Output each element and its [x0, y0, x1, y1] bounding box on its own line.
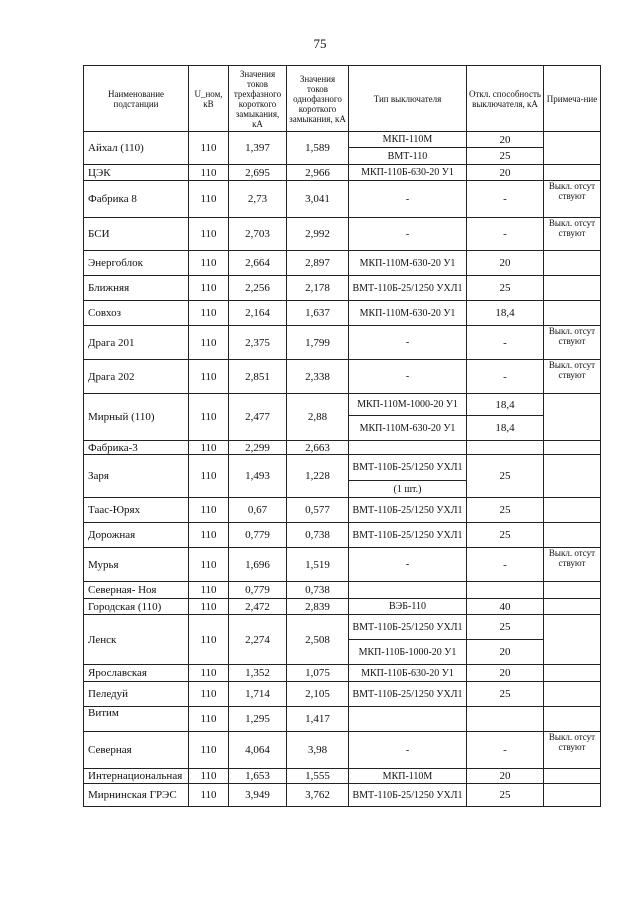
table-row	[84, 251, 601, 276]
substation-name: Северная	[84, 732, 189, 769]
table-row	[84, 326, 601, 360]
breaker-type-cell: МКП-110М-630-20 У1	[349, 301, 467, 326]
table-row	[84, 441, 601, 455]
note-cell	[544, 599, 601, 615]
table-row	[84, 301, 601, 326]
capacity-cell: 25	[467, 682, 544, 707]
i1-cell: 2,992	[287, 218, 349, 251]
substation-name: Северная- Ноя	[84, 582, 189, 599]
u-nom-cell: 110	[189, 769, 229, 784]
header-note: Примеча-ние	[544, 66, 601, 132]
breaker-type-cell: -	[349, 360, 467, 394]
capacity-cell: 25	[467, 498, 544, 523]
i3-cell: 2,256	[229, 276, 287, 301]
u-nom-cell: 110	[189, 548, 229, 582]
substation-name: Мурья	[84, 548, 189, 582]
i3-cell: 0,779	[229, 582, 287, 599]
table-row	[84, 276, 601, 301]
breaker-type-cell: ВМТ-110Б-25/1250 УХЛ1	[349, 784, 467, 807]
note-cell	[544, 441, 601, 455]
i1-cell: 1,228	[287, 455, 349, 498]
i3-cell: 4,064	[229, 732, 287, 769]
table-row	[84, 707, 601, 732]
u-nom-cell: 110	[189, 784, 229, 807]
substation-name: Энергоблок	[84, 251, 189, 276]
substation-name: Интернациональная	[84, 769, 189, 784]
u-nom-cell: 110	[189, 181, 229, 218]
i1-cell: 2,663	[287, 441, 349, 455]
note-cell	[544, 251, 601, 276]
substation-name: Мирный (110)	[84, 394, 189, 441]
breaker-type-cell: (1 шт.)	[349, 481, 467, 498]
u-nom-cell: 110	[189, 165, 229, 181]
capacity-cell: -	[467, 548, 544, 582]
u-nom-cell: 110	[189, 360, 229, 394]
table-row	[84, 615, 601, 640]
substation-name: Совхоз	[84, 301, 189, 326]
note-cell	[544, 301, 601, 326]
table-row	[84, 599, 601, 615]
i3-cell: 2,299	[229, 441, 287, 455]
note-cell	[544, 665, 601, 682]
capacity-cell: 25	[467, 615, 544, 640]
capacity-cell: 18,4	[467, 394, 544, 416]
table-row	[84, 582, 601, 599]
note-cell	[544, 707, 601, 732]
table-row	[84, 665, 601, 682]
capacity-cell: -	[467, 360, 544, 394]
substation-name: Драга 202	[84, 360, 189, 394]
i1-cell: 2,966	[287, 165, 349, 181]
u-nom-cell: 110	[189, 441, 229, 455]
i1-cell: 1,589	[287, 132, 349, 165]
substation-name: Ближняя	[84, 276, 189, 301]
note-cell	[544, 615, 601, 665]
note-cell	[544, 498, 601, 523]
capacity-cell: 18,4	[467, 301, 544, 326]
note-cell	[544, 582, 601, 599]
substation-name: Ярославская	[84, 665, 189, 682]
note-cell	[544, 132, 601, 165]
i1-cell: 2,839	[287, 599, 349, 615]
i1-cell: 2,897	[287, 251, 349, 276]
table-row	[84, 360, 601, 394]
i3-cell: 2,851	[229, 360, 287, 394]
capacity-cell	[467, 707, 544, 732]
i1-cell: 1,417	[287, 707, 349, 732]
breaker-type-cell: ВМТ-110Б-25/1250 УХЛ1	[349, 523, 467, 548]
note-cell	[544, 276, 601, 301]
i3-cell: 1,696	[229, 548, 287, 582]
i3-cell: 2,375	[229, 326, 287, 360]
note-cell: Выкл. отсут ствуют	[544, 360, 601, 394]
table-row	[84, 523, 601, 548]
header-i3: Значения токов трехфазного короткого замыкания, кА	[229, 66, 287, 132]
table-row	[84, 455, 601, 481]
capacity-cell	[467, 441, 544, 455]
capacity-cell: 25	[467, 276, 544, 301]
i3-cell: 2,73	[229, 181, 287, 218]
i1-cell: 1,799	[287, 326, 349, 360]
i1-cell: 2,338	[287, 360, 349, 394]
breaker-type-cell: ВМТ-110Б-25/1250 УХЛ1	[349, 276, 467, 301]
i3-cell: 1,493	[229, 455, 287, 498]
breaker-type-cell: ВМТ-110Б-25/1250 УХЛ1	[349, 455, 467, 481]
breaker-type-cell: МКП-110М	[349, 769, 467, 784]
i1-cell: 0,738	[287, 582, 349, 599]
note-cell	[544, 784, 601, 807]
u-nom-cell: 110	[189, 276, 229, 301]
note-cell	[544, 523, 601, 548]
i1-cell: 2,105	[287, 682, 349, 707]
note-cell	[544, 682, 601, 707]
note-cell: Выкл. отсут ствуют	[544, 181, 601, 218]
i1-cell: 3,041	[287, 181, 349, 218]
substation-name: Заря	[84, 455, 189, 498]
u-nom-cell: 110	[189, 523, 229, 548]
i3-cell: 2,472	[229, 599, 287, 615]
capacity-cell: 25	[467, 455, 544, 498]
breaker-type-cell: МКП-110Б-630-20 У1	[349, 665, 467, 682]
u-nom-cell: 110	[189, 394, 229, 441]
breaker-type-cell: ВМТ-110Б-25/1250 УХЛ1	[349, 498, 467, 523]
header-row	[84, 66, 601, 132]
i3-cell: 1,653	[229, 769, 287, 784]
header-i1: Значения токов однофазного короткого замыкания, кА	[287, 66, 349, 132]
breaker-type-cell: -	[349, 181, 467, 218]
i1-cell: 3,98	[287, 732, 349, 769]
substation-name: ЦЭК	[84, 165, 189, 181]
table-row	[84, 181, 601, 218]
note-cell	[544, 769, 601, 784]
i1-cell: 2,508	[287, 615, 349, 665]
capacity-cell: -	[467, 732, 544, 769]
i3-cell: 1,714	[229, 682, 287, 707]
i3-cell: 0,67	[229, 498, 287, 523]
table-row	[84, 165, 601, 181]
breaker-type-cell: ВМТ-110Б-25/1250 УХЛ1	[349, 615, 467, 640]
capacity-cell: 20	[467, 769, 544, 784]
substation-name: Витим	[84, 707, 189, 732]
substation-name: Таас-Юрях	[84, 498, 189, 523]
note-cell: Выкл. отсут ствуют	[544, 732, 601, 769]
substation-name: Фабрика-3	[84, 441, 189, 455]
note-cell	[544, 394, 601, 441]
capacity-cell	[467, 582, 544, 599]
note-cell: Выкл. отсут ствуют	[544, 218, 601, 251]
capacity-cell: 40	[467, 599, 544, 615]
capacity-cell: 20	[467, 132, 544, 148]
i1-cell: 2,178	[287, 276, 349, 301]
capacity-cell: -	[467, 181, 544, 218]
i1-cell: 3,762	[287, 784, 349, 807]
capacity-cell: 20	[467, 165, 544, 181]
breaker-type-cell: МКП-110М-1000-20 У1	[349, 394, 467, 416]
substation-name: Городская (110)	[84, 599, 189, 615]
substation-name: Фабрика 8	[84, 181, 189, 218]
header-u-nom: U_ном, кВ	[189, 66, 229, 132]
capacity-cell: -	[467, 326, 544, 360]
breaker-type-cell: ВМТ-110	[349, 148, 467, 165]
u-nom-cell: 110	[189, 498, 229, 523]
note-cell: Выкл. отсут ствуют	[544, 548, 601, 582]
i1-cell: 1,555	[287, 769, 349, 784]
i3-cell: 3,949	[229, 784, 287, 807]
breaker-type-cell: МКП-110Б-630-20 У1	[349, 165, 467, 181]
i3-cell: 2,703	[229, 218, 287, 251]
breaker-type-cell: МКП-110М-630-20 У1	[349, 251, 467, 276]
u-nom-cell: 110	[189, 455, 229, 498]
breaker-type-cell: -	[349, 218, 467, 251]
i1-cell: 0,738	[287, 523, 349, 548]
note-cell	[544, 455, 601, 498]
capacity-cell: 18,4	[467, 416, 544, 441]
substation-name: Пеледуй	[84, 682, 189, 707]
breaker-type-cell: -	[349, 326, 467, 360]
table-row	[84, 498, 601, 523]
u-nom-cell: 110	[189, 132, 229, 165]
substation-name: Ленск	[84, 615, 189, 665]
breaker-type-cell	[349, 441, 467, 455]
table-row	[84, 132, 601, 148]
u-nom-cell: 110	[189, 615, 229, 665]
i3-cell: 2,477	[229, 394, 287, 441]
table-row	[84, 769, 601, 784]
i3-cell: 2,664	[229, 251, 287, 276]
table-row	[84, 784, 601, 807]
substation-name: Айхал (110)	[84, 132, 189, 165]
substation-name: Мирнинская ГРЭС	[84, 784, 189, 807]
u-nom-cell: 110	[189, 218, 229, 251]
breaker-type-cell: -	[349, 732, 467, 769]
table-row	[84, 682, 601, 707]
capacity-cell: 20	[467, 251, 544, 276]
capacity-cell: 25	[467, 784, 544, 807]
note-cell: Выкл. отсут ствуют	[544, 326, 601, 360]
note-cell	[544, 165, 601, 181]
u-nom-cell: 110	[189, 732, 229, 769]
u-nom-cell: 110	[189, 707, 229, 732]
header-capacity: Откл. способность выключателя, кА	[467, 66, 544, 132]
u-nom-cell: 110	[189, 582, 229, 599]
breaker-type-cell: ВМТ-110Б-25/1250 УХЛ1	[349, 682, 467, 707]
i3-cell: 2,164	[229, 301, 287, 326]
capacity-cell: 25	[467, 523, 544, 548]
table-row	[84, 218, 601, 251]
i1-cell: 0,577	[287, 498, 349, 523]
u-nom-cell: 110	[189, 251, 229, 276]
u-nom-cell: 110	[189, 301, 229, 326]
breaker-type-cell	[349, 582, 467, 599]
i1-cell: 1,637	[287, 301, 349, 326]
substation-name: Дорожная	[84, 523, 189, 548]
u-nom-cell: 110	[189, 326, 229, 360]
capacity-cell: 20	[467, 640, 544, 665]
capacity-cell: 20	[467, 665, 544, 682]
i3-cell: 0,779	[229, 523, 287, 548]
i3-cell: 2,695	[229, 165, 287, 181]
capacity-cell: -	[467, 218, 544, 251]
i3-cell: 1,397	[229, 132, 287, 165]
breaker-type-cell: МКП-110М	[349, 132, 467, 148]
i1-cell: 2,88	[287, 394, 349, 441]
i3-cell: 2,274	[229, 615, 287, 665]
i1-cell: 1,075	[287, 665, 349, 682]
header-name: Наименование подстанции	[84, 66, 189, 132]
u-nom-cell: 110	[189, 599, 229, 615]
i1-cell: 1,519	[287, 548, 349, 582]
page-number: 75	[313, 36, 327, 51]
breaker-type-cell: ВЭБ-110	[349, 599, 467, 615]
substation-table	[83, 65, 601, 807]
u-nom-cell: 110	[189, 682, 229, 707]
table-row	[84, 394, 601, 416]
breaker-type-cell	[349, 707, 467, 732]
substation-name: Драга 201	[84, 326, 189, 360]
table-body	[84, 132, 601, 807]
header-breaker: Тип выключателя	[349, 66, 467, 132]
u-nom-cell: 110	[189, 665, 229, 682]
i3-cell: 1,352	[229, 665, 287, 682]
i3-cell: 1,295	[229, 707, 287, 732]
table-row	[84, 548, 601, 582]
substation-name: БСИ	[84, 218, 189, 251]
capacity-cell: 25	[467, 148, 544, 165]
breaker-type-cell: МКП-110М-630-20 У1	[349, 416, 467, 441]
breaker-type-cell: МКП-110Б-1000-20 У1	[349, 640, 467, 665]
breaker-type-cell: -	[349, 548, 467, 582]
table-row	[84, 732, 601, 769]
